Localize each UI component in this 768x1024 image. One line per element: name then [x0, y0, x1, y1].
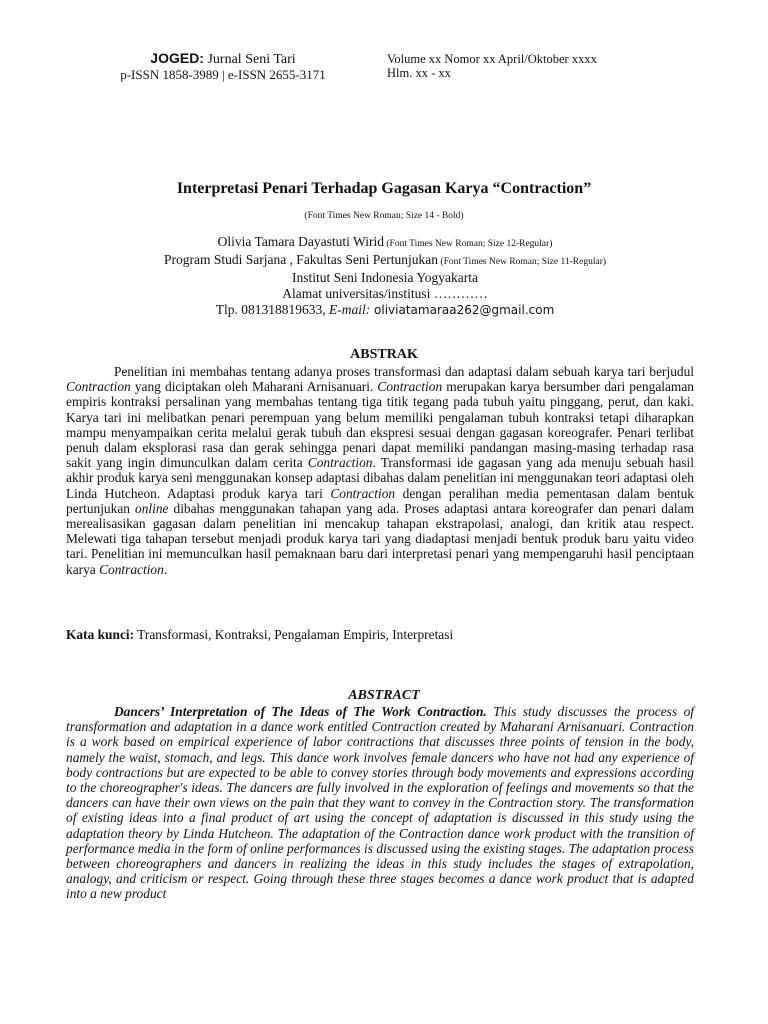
abstrak-italic-3: Contraction [307, 455, 373, 471]
author-name: Olivia Tamara Dayastuti Wirid [217, 234, 384, 249]
abstrak-text-4: . Transformasi ide gagasan yang ada menuju sebuah hasil akhir produk karya seni menggunakan konsep adaptasi dibahas dalam penelitian ini menggunakan teori adaptasi oleh Linda Hutcheon. Adaptasi produk karya tari [66, 455, 695, 501]
abstrak-text-3: merupakan karya bersumber dari pengalaman empiris kontraksi persalinan yang membahas tentang tiga titik tegang pada tubuh yaitu pinggang, perut, dan kaki. Karya tari ini melibatkan penari perempuan yang belum memiliki pengalaman tubuh kontraksi tetapi diharapkan mampu menyampaikan cerita melalui gerak tubuh dan ekspresi sesuai dengan gagasan koreografer. Penari terlibat penuh dalam eksplorasi rasa dan gerak sehingga penari dapat memiliki pandangan masing-masing terhadap rasa sakit yang ingin dimunculkan dalam cerita [66, 379, 694, 471]
pages-line: Hlm. xx - xx [387, 66, 451, 80]
abstrak-text-7: . [163, 561, 168, 577]
journal-name-bold: JOGED: [150, 50, 204, 66]
title-format-note: (Font Times New Roman; Size 14 - Bold) [304, 211, 464, 221]
abstrak-italic-4: Contraction [330, 485, 396, 501]
abstrak-heading: ABSTRAK [350, 347, 418, 362]
contact-line [160, 302, 610, 318]
abstrak-italic-2: Contraction [377, 379, 443, 395]
author-block [160, 234, 610, 318]
abstrak-italic-1: Contraction [66, 379, 131, 395]
email-address: oliviatamaraa262@gmail.com [370, 303, 555, 317]
institution-name: Institut Seni Indonesia Yogyakarta [292, 270, 478, 285]
abstrak-italic-6: Contraction [99, 561, 164, 577]
abstract-lead-title: Dancers’ Interpretation of The Ideas of The Work Contraction. [114, 704, 487, 719]
keywords-value: Transformasi, Kontraksi, Pengalaman Empiris, Interpretasi [134, 627, 454, 642]
program-format-note: (Font Times New Roman; Size 11-Regular) [438, 257, 607, 267]
abstrak-paragraph [66, 364, 694, 577]
issn-line: p-ISSN 1858-3989 | e-ISSN 2655-3171 [120, 67, 326, 82]
email-label: E-mail: [328, 302, 371, 317]
abstrak-italic-5: online [135, 500, 169, 516]
abstrak-text-2: yang diciptakan oleh Maharani Arnisanuari. [130, 379, 378, 395]
abstract-heading: ABSTRACT [348, 688, 420, 703]
volume-line: Volume xx Nomor xx April/Oktober xxxx [387, 52, 597, 66]
keywords-line [66, 627, 453, 643]
journal-name-rest: Jurnal Seni Tari [203, 52, 296, 67]
abstrak-text-6: dibahas menggunakan tahapan yang ada. Proses adaptasi antara koreografer dan penari dalam merealisasikan gagasan dalam penelitian ini mencakup tahapan ekstrapolasi, analogi, dan kritik atau respect. Melewati tiga tahapan tersebut menjadi produk karya tari yang diadaptasi menjadi bentuk produk baru yaitu video tari. Penelitian ini memunculkan hasil pemaknaan baru dari interpretasi penari yang mempengaruhi hasil penciptaan karya [66, 500, 694, 577]
program-name: Program Studi Sarjana , Fakultas Seni Pertunjukan [163, 252, 439, 267]
program-line [160, 252, 610, 270]
abstrak-text-1: Penelitian ini membahas tentang adanya proses transformasi dan adaptasi dalam sebuah karya tari berjudul [114, 364, 694, 379]
journal-header [118, 51, 328, 82]
paper-title: Interpretasi Penari Terhadap Gagasan Karya “Contraction” [176, 180, 592, 197]
abstract-text: This study discusses the process of transformation and adaptation in a dance work entitled Contraction created by Maharani Arnisanuari. Contraction is a work based on empirical experience of labor contractions that discusses three points of tension in the body, namely the waist, stomach, and legs. This dance work involves female dancers who have not had any experience of body contractions but are expected to be able to convey stories through body movements and expressions according to the choreographer's ideas. The dancers are fully involved in the exploration of feelings and movements so that the dancers can have their own views on the pain that they want to convey in the Contraction story. The transformation of existing ideas into a final product of art using the concept of adaptation is discussed in this study using the adaptation theory by Linda Hutcheon. The adaptation of the Contraction dance work product with the transition of performance media in the form of online performances is discussed using the existing stages. The adaptation process between choreographers and dancers in realizing the ideas in this study includes the stages of extrapolation, analogy, and criticism or respect. Going through these three stages becomes a dance work product that is adapted into a new product [66, 704, 694, 902]
abstract-paragraph [66, 704, 694, 902]
volume-header [387, 52, 597, 80]
address-line: Alamat universitas/institusi ………… [282, 286, 488, 301]
phone-number: Tlp. 081318819633, [215, 302, 329, 317]
keywords-label: Kata kunci: [66, 627, 135, 642]
author-line [160, 234, 610, 252]
author-format-note: (Font Times New Roman; Size 12-Regular) [384, 239, 553, 249]
journal-name [118, 51, 328, 67]
abstrak-text-5: dengan peralihan media pementasan dalam bentuk pertunjukan [66, 485, 694, 516]
